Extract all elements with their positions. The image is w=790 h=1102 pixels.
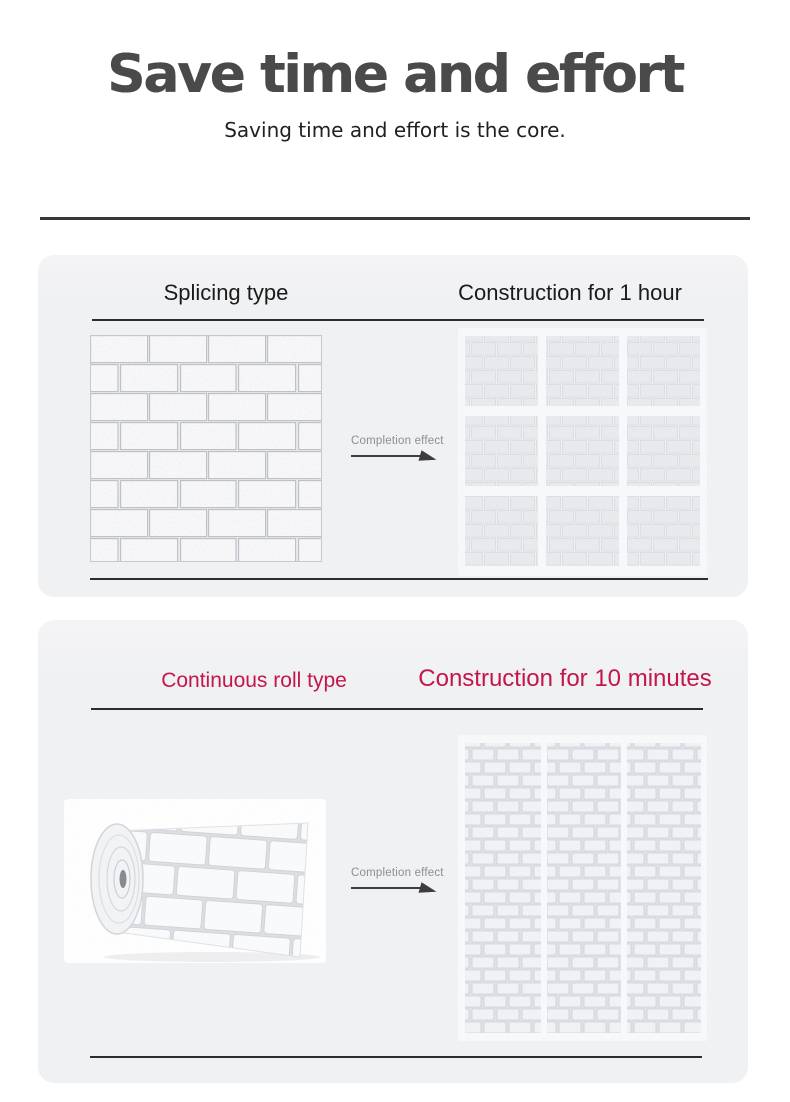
card1-completion-effect bbox=[351, 435, 447, 461]
construction-10-minutes-header: Construction for 10 minutes bbox=[418, 665, 712, 692]
spliced-panel-image bbox=[90, 335, 322, 562]
card-splicing-type bbox=[38, 255, 748, 597]
card1-header-underline bbox=[92, 319, 704, 321]
card2-header-underline bbox=[91, 708, 703, 710]
card1-bottom-line bbox=[90, 578, 708, 580]
continuous-roll-type-header: Continuous roll type bbox=[161, 669, 347, 692]
top-divider bbox=[40, 217, 750, 220]
card2-bottom-line bbox=[90, 1056, 702, 1058]
card2-completion-label: Completion effect bbox=[351, 867, 444, 879]
splicing-type-header: Splicing type bbox=[163, 280, 289, 305]
page-subtitle: Saving time and effort is the core. bbox=[224, 118, 566, 142]
wallpaper-roll-image bbox=[62, 793, 332, 968]
card1-completion-label: Completion effect bbox=[351, 435, 444, 447]
construction-1-hour-header: Construction for 1 hour bbox=[458, 280, 682, 305]
card-continuous-roll-type bbox=[38, 620, 748, 1083]
page-title: Save time and effort bbox=[107, 44, 683, 105]
panel-grid-image bbox=[458, 328, 707, 576]
arrow-right-icon bbox=[351, 450, 447, 461]
strip-columns-image bbox=[458, 735, 707, 1041]
card2-completion-effect bbox=[351, 867, 447, 893]
arrow-right-icon bbox=[351, 882, 447, 893]
